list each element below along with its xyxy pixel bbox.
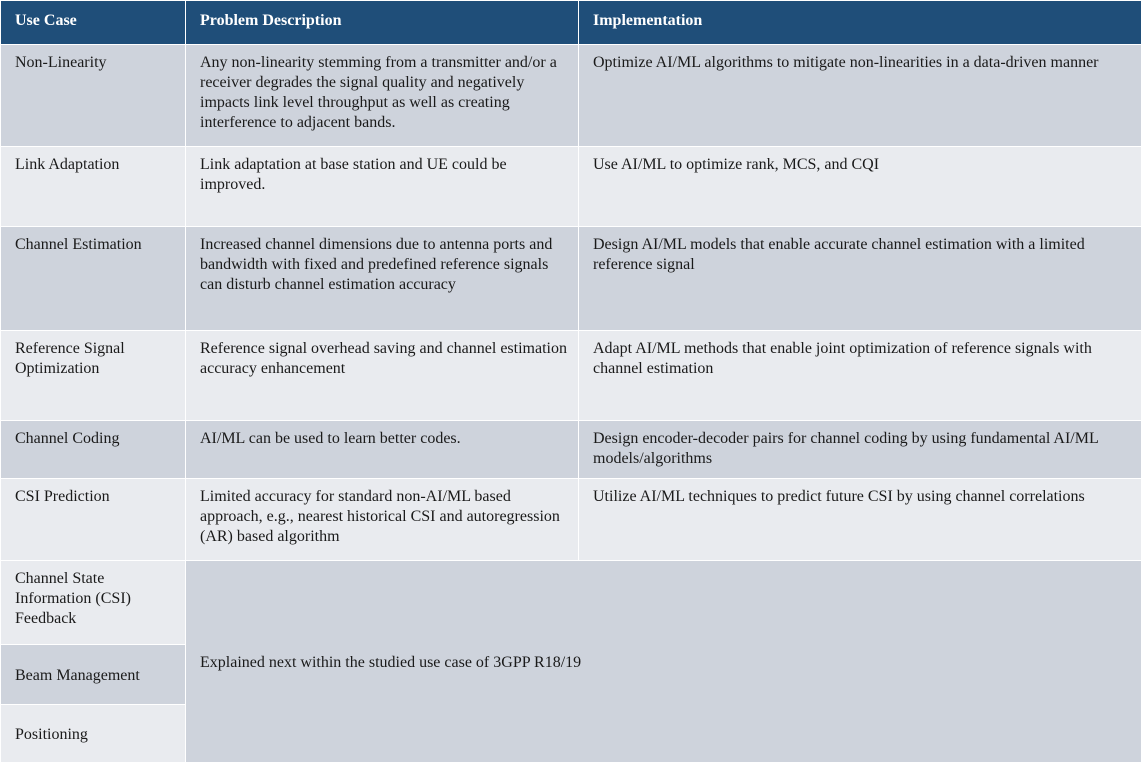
table-row [1, 561, 1141, 645]
header-implementation: Implementation [579, 1, 1141, 45]
table-row [1, 227, 1141, 331]
problem-cell: AI/ML can be used to learn better codes. [186, 421, 579, 479]
header-row [1, 1, 1141, 45]
problem-cell: Any non-linearity stemming from a transmitter and/or a receiver degrades the signal quality and negatively impacts link level throughput as well as creating interference to adjacent bands. [186, 45, 579, 147]
use-case-cell: Non-Linearity [1, 45, 186, 147]
use-case-cell: Channel Estimation [1, 227, 186, 331]
use-case-cell: Link Adaptation [1, 147, 186, 227]
use-case-cell: Beam Management [1, 645, 186, 705]
table-row [1, 479, 1141, 561]
implementation-cell: Optimize AI/ML algorithms to mitigate non-linearities in a data-driven manner [579, 45, 1141, 147]
implementation-cell: Utilize AI/ML techniques to predict future CSI by using channel correlations [579, 479, 1141, 561]
problem-cell: Increased channel dimensions due to antenna ports and bandwidth with fixed and predefined reference signals can disturb channel estimation accuracy [186, 227, 579, 331]
implementation-cell: Use AI/ML to optimize rank, MCS, and CQI [579, 147, 1141, 227]
use-case-cell: Reference Signal Optimization [1, 331, 186, 421]
use-case-cell: Channel State Information (CSI) Feedback [1, 561, 186, 645]
header-use-case: Use Case [1, 1, 186, 45]
merged-description-cell: Explained next within the studied use case of 3GPP R18/19 [186, 561, 1141, 763]
table-row [1, 421, 1141, 479]
problem-cell: Limited accuracy for standard non-AI/ML based approach, e.g., nearest historical CSI and autoregression (AR) based algorithm [186, 479, 579, 561]
header-problem-description: Problem Description [186, 1, 579, 45]
problem-cell: Reference signal overhead saving and channel estimation accuracy enhancement [186, 331, 579, 421]
implementation-cell: Design encoder-decoder pairs for channel coding by using fundamental AI/ML models/algorithms [579, 421, 1141, 479]
use-case-cell: Positioning [1, 705, 186, 763]
implementation-cell: Adapt AI/ML methods that enable joint optimization of reference signals with channel estimation [579, 331, 1141, 421]
problem-cell: Link adaptation at base station and UE could be improved. [186, 147, 579, 227]
table-row [1, 331, 1141, 421]
table-row [1, 147, 1141, 227]
implementation-cell: Design AI/ML models that enable accurate channel estimation with a limited reference signal [579, 227, 1141, 331]
use-case-cell: CSI Prediction [1, 479, 186, 561]
use-case-cell: Channel Coding [1, 421, 186, 479]
table-row [1, 45, 1141, 147]
